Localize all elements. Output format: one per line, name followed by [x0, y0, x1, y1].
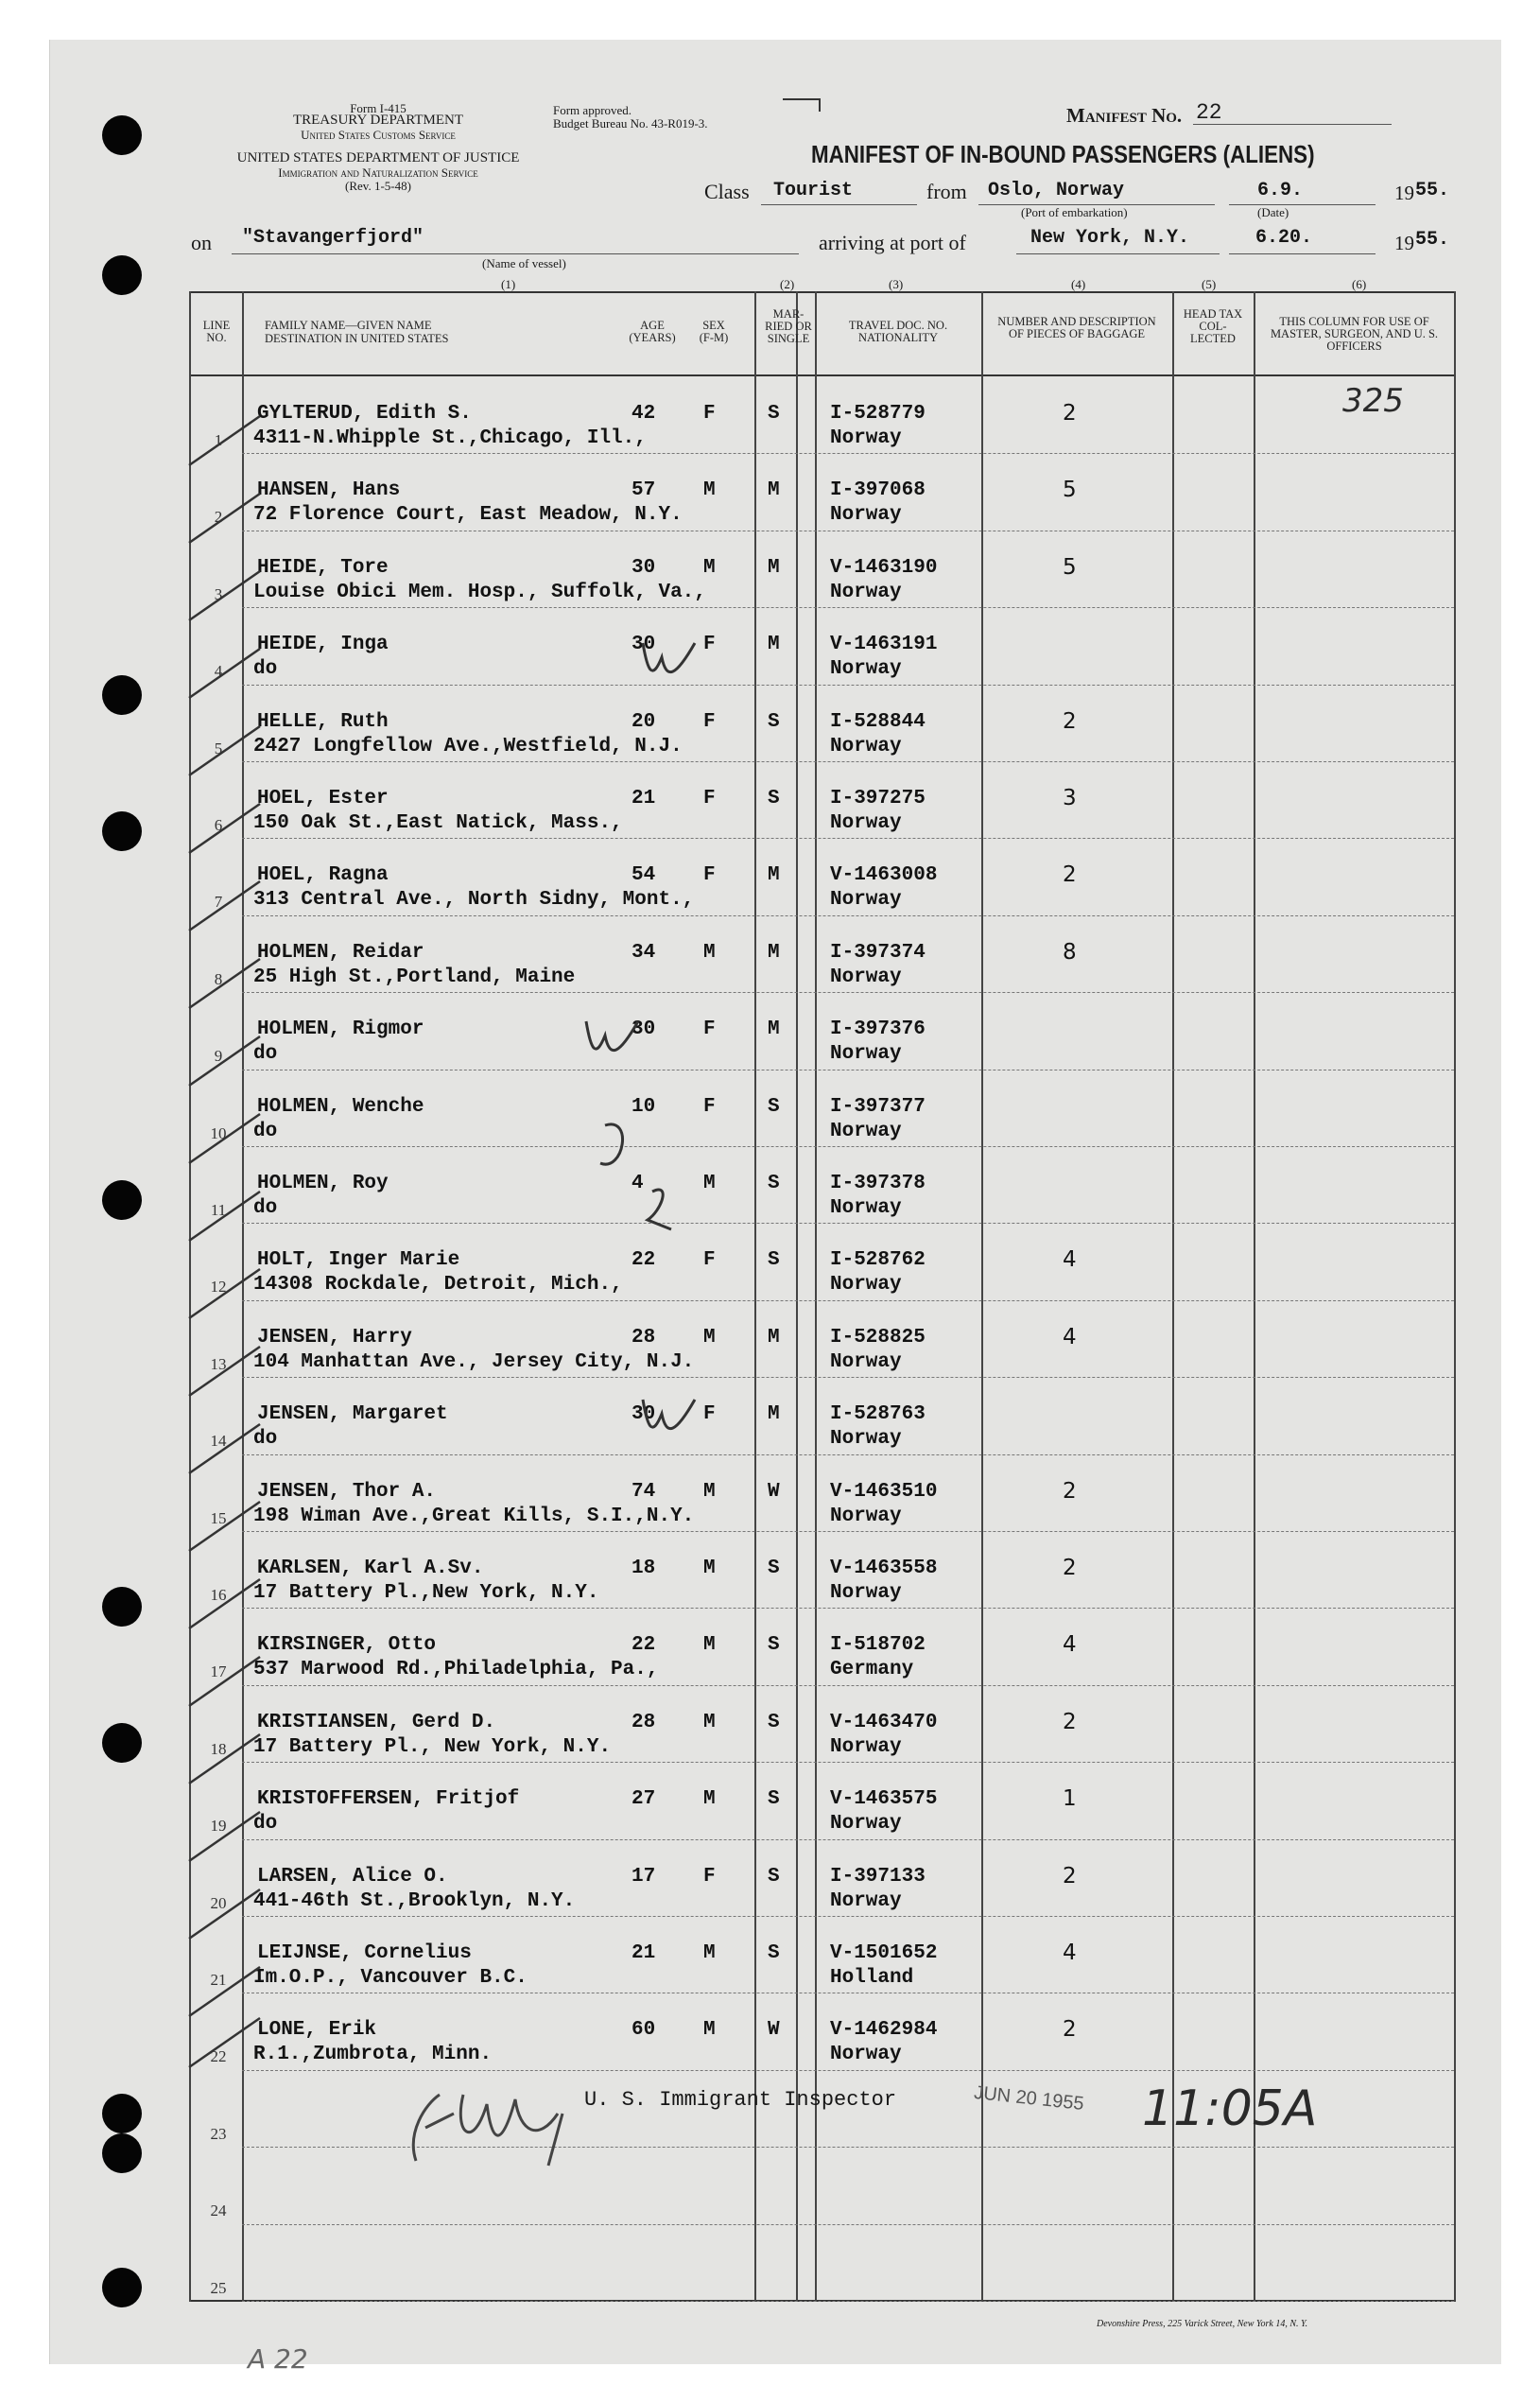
- marital-status: M: [768, 1403, 780, 1426]
- sex: M: [703, 1326, 716, 1349]
- marital-status: M: [768, 479, 780, 502]
- row-divider: [242, 685, 1454, 687]
- passenger-name: HOLMEN, Wenche: [257, 1095, 424, 1118]
- row-divider: [242, 1300, 1454, 1302]
- line-number: 10: [210, 1123, 227, 1142]
- nationality: Holland: [830, 1967, 914, 1989]
- line-number: 23: [210, 2124, 227, 2143]
- destination: 72 Florence Court, East Meadow, N.Y.: [253, 504, 683, 527]
- passenger-name: JENSEN, Harry: [257, 1326, 412, 1349]
- line-number: 24: [210, 2202, 227, 2220]
- line-number: 2: [214, 508, 223, 527]
- travel-doc: V-1463008: [830, 864, 938, 887]
- header-name: FAMILY NAME—GIVEN NAME: [265, 319, 432, 332]
- travel-doc: I-528762: [830, 1249, 926, 1272]
- nationality: Norway: [830, 427, 902, 449]
- date-stamp: JUN 20 1955: [973, 2081, 1085, 2115]
- row-divider: [242, 607, 1454, 609]
- arrival-year: 55.: [1415, 229, 1450, 251]
- destination: 17 Battery Pl.,New York, N.Y.: [253, 1582, 599, 1604]
- line-number: 17: [210, 1662, 227, 1681]
- passenger-name: HEIDE, Tore: [257, 556, 389, 579]
- punch-hole: [102, 1723, 142, 1763]
- nationality: Norway: [830, 735, 902, 757]
- nationality: Norway: [830, 1120, 902, 1142]
- from-label: from: [926, 180, 967, 203]
- col-border: [796, 291, 798, 2302]
- destination: do: [253, 1813, 278, 1836]
- vessel-name: "Stavangerfjord": [242, 227, 424, 249]
- arrival-line: [1016, 253, 1220, 254]
- travel-doc: V-1463510: [830, 1480, 938, 1503]
- nationality: Norway: [830, 1813, 902, 1836]
- travel-doc: I-397068: [830, 479, 926, 502]
- row-divider: [242, 1223, 1454, 1225]
- baggage-count: 2: [1063, 1478, 1077, 1504]
- sex: M: [703, 1711, 716, 1733]
- age: 30: [632, 634, 656, 656]
- page-mark: 325: [1342, 382, 1404, 420]
- sex: F: [703, 403, 716, 425]
- nationality: Norway: [830, 1043, 902, 1066]
- line-number: 8: [214, 969, 223, 988]
- line-number: 6: [214, 816, 223, 834]
- colnum-1: (1): [501, 277, 516, 291]
- row-divider: [242, 761, 1454, 763]
- age: 21: [632, 1942, 656, 1964]
- table-top-border: [189, 291, 1456, 293]
- destination: 4311-N.Whipple St.,Chicago, Ill.,: [253, 427, 647, 449]
- travel-doc: V-1463575: [830, 1788, 938, 1811]
- marital-status: S: [768, 1095, 780, 1118]
- nationality: Norway: [830, 812, 902, 834]
- baggage-count: 8: [1063, 939, 1077, 965]
- destination: do: [253, 1428, 278, 1451]
- on-label: on: [191, 231, 212, 254]
- form-number: Form I-415: [350, 101, 407, 115]
- line-number: 3: [214, 584, 223, 603]
- age: 42: [632, 403, 656, 425]
- sex: F: [703, 634, 716, 656]
- sex: F: [703, 788, 716, 809]
- destination: do: [253, 1120, 278, 1142]
- arrival-date: 6.20.: [1255, 227, 1313, 249]
- travel-doc: I-528779: [830, 403, 926, 425]
- travel-doc: V-1463190: [830, 556, 938, 579]
- line-number: 22: [210, 2047, 227, 2066]
- nationality: Norway: [830, 1350, 902, 1373]
- port-caption: (Port of embarkation): [1021, 205, 1128, 219]
- passenger-name: LARSEN, Alice O.: [257, 1865, 448, 1888]
- nationality: Norway: [830, 1505, 902, 1527]
- passenger-name: HOEL, Ester: [257, 788, 389, 809]
- marital-status: S: [768, 1942, 780, 1964]
- header-age: AGE (YEARS): [629, 319, 676, 344]
- punch-hole: [102, 2268, 142, 2307]
- sex: F: [703, 1403, 716, 1426]
- row-divider: [242, 531, 1454, 532]
- departure-year: 55.: [1415, 180, 1450, 201]
- marital-status: S: [768, 1558, 780, 1579]
- age: 21: [632, 788, 656, 809]
- port-embarkation: Oslo, Norway: [988, 180, 1125, 201]
- row-divider: [242, 1839, 1454, 1841]
- age: 57: [632, 479, 656, 502]
- header-head-tax: HEAD TAX COL- LECTED: [1183, 307, 1243, 345]
- nationality: Norway: [830, 966, 902, 988]
- destination: 313 Central Ave., North Sidny, Mont.,: [253, 889, 695, 912]
- age: 34: [632, 941, 656, 964]
- row-divider: [242, 1454, 1454, 1456]
- baggage-count: 2: [1063, 708, 1077, 734]
- marital-status: M: [768, 1018, 780, 1041]
- destination: Im.O.P., Vancouver B.C.: [253, 1967, 528, 1989]
- corner-mark: A 22: [248, 2343, 308, 2375]
- line-number: 25: [210, 2278, 227, 2297]
- punch-hole: [102, 1587, 142, 1627]
- row-divider: [242, 2224, 1454, 2226]
- baggage-count: 4: [1063, 1247, 1077, 1273]
- age: 22: [632, 1634, 656, 1657]
- inspector-text: U. S. Immigrant Inspector: [584, 2088, 897, 2112]
- arriving-label: arriving at port of: [819, 231, 966, 254]
- col-border: [1172, 291, 1174, 2302]
- nationality: Norway: [830, 1582, 902, 1604]
- line-number: 11: [210, 1201, 227, 1219]
- ins-service: Immigration and Naturalization Service: [278, 165, 478, 180]
- margin-checkmarks: [170, 378, 274, 2080]
- destination: 537 Marwood Rd.,Philadelphia, Pa.,: [253, 1659, 659, 1681]
- colnum-5: (5): [1202, 277, 1217, 291]
- age: 60: [632, 2019, 656, 2042]
- line-number: 5: [214, 739, 223, 757]
- nationality: Norway: [830, 889, 902, 912]
- line-number: 14: [210, 1432, 227, 1451]
- sex: M: [703, 1788, 716, 1811]
- budget-tick: [783, 98, 821, 112]
- line-number: 1: [214, 431, 223, 449]
- line-number: 19: [210, 1817, 227, 1836]
- destination: 441-46th St.,Brooklyn, N.Y.: [253, 1889, 576, 1912]
- travel-doc: I-397378: [830, 1173, 926, 1194]
- row-divider: [242, 1531, 1454, 1533]
- row-divider: [242, 453, 1454, 455]
- col-border: [1254, 291, 1255, 2302]
- passenger-name: KIRSINGER, Otto: [257, 1634, 437, 1657]
- travel-doc: I-518702: [830, 1634, 926, 1657]
- header-officers: THIS COLUMN FOR USE OF MASTER, SURGEON, AND U. S. OFFICERS: [1270, 315, 1439, 353]
- travel-doc: V-1463558: [830, 1558, 938, 1579]
- passenger-name: HOEL, Ragna: [257, 864, 389, 887]
- sex: F: [703, 1249, 716, 1272]
- passenger-name: HEIDE, Inga: [257, 634, 389, 656]
- nationality: Norway: [830, 504, 902, 527]
- sex: M: [703, 1173, 716, 1194]
- header-baggage: NUMBER AND DESCRIPTION OF PIECES OF BAGGAGE: [997, 315, 1156, 340]
- passenger-name: HOLMEN, Reidar: [257, 941, 424, 964]
- marital-status: S: [768, 1865, 780, 1888]
- age-column-marks: [567, 605, 718, 1456]
- row-divider: [242, 1762, 1454, 1764]
- col-border: [981, 291, 983, 2302]
- class-label: Class: [704, 180, 750, 203]
- line-number: 4: [214, 662, 223, 681]
- printer-credit: Devonshire Press, 225 Varick Street, New York 14, N. Y.: [1097, 2319, 1308, 2329]
- destination: 2427 Longfellow Ave.,Westfield, N.J.: [253, 735, 683, 757]
- destination: do: [253, 658, 278, 681]
- marital-status: M: [768, 941, 780, 964]
- date-line: [1229, 204, 1376, 205]
- destination: 17 Battery Pl., New York, N.Y.: [253, 1735, 612, 1758]
- age: 22: [632, 1249, 656, 1272]
- manifest-no-line: [1193, 124, 1392, 125]
- treasury-dept: TREASURY DEPARTMENT: [292, 113, 464, 128]
- row-divider: [242, 1993, 1454, 1994]
- age: 30: [632, 1018, 656, 1041]
- age: 10: [632, 1095, 656, 1118]
- nationality: Norway: [830, 1889, 902, 1912]
- manifest-number: 22: [1196, 100, 1222, 125]
- baggage-count: 2: [1063, 1709, 1077, 1734]
- form-revision: (Rev. 1-5-48): [345, 179, 411, 193]
- destination: 198 Wiman Ave.,Great Kills, S.I.,N.Y.: [253, 1505, 695, 1527]
- budget-bureau: Budget Bureau No. 43-R019-3.: [553, 116, 708, 131]
- destination: 14308 Rockdale, Detroit, Mich.,: [253, 1274, 623, 1297]
- passenger-name: KRISTOFFERSEN, Fritjof: [257, 1788, 520, 1811]
- arrival-port: New York, N.Y.: [1030, 227, 1190, 249]
- destination: do: [253, 1043, 278, 1066]
- punch-hole: [102, 811, 142, 851]
- marital-status: S: [768, 788, 780, 809]
- sex: F: [703, 1018, 716, 1041]
- passenger-name: LONE, Erik: [257, 2019, 377, 2042]
- marital-status: M: [768, 864, 780, 887]
- punch-hole: [102, 675, 142, 715]
- header-married: MAR- RIED OR SINGLE: [765, 307, 812, 345]
- destination: 104 Manhattan Ave., Jersey City, N.J.: [253, 1350, 695, 1373]
- travel-doc: I-528844: [830, 710, 926, 733]
- age: 30: [632, 556, 656, 579]
- line-number: 20: [210, 1893, 227, 1912]
- row-divider: [242, 992, 1454, 994]
- marital-status: M: [768, 1326, 780, 1349]
- age: 4: [632, 1173, 644, 1194]
- sex: M: [703, 1634, 716, 1657]
- travel-doc: V-1463470: [830, 1711, 938, 1733]
- marital-status: W: [768, 1480, 780, 1503]
- passenger-name: HOLMEN, Roy: [257, 1173, 389, 1194]
- baggage-count: 2: [1063, 1863, 1077, 1889]
- baggage-count: 3: [1063, 786, 1077, 810]
- passenger-name: LEIJNSE, Cornelius: [257, 1942, 472, 1964]
- age: 20: [632, 710, 656, 733]
- date-caption: (Date): [1257, 205, 1289, 219]
- sex: M: [703, 1942, 716, 1964]
- travel-doc: I-528763: [830, 1403, 926, 1426]
- marital-status: S: [768, 1711, 780, 1733]
- baggage-count: 2: [1063, 401, 1077, 426]
- colnum-2: (2): [780, 277, 795, 291]
- punch-hole: [102, 1180, 142, 1220]
- baggage-count: 2: [1063, 862, 1077, 888]
- baggage-count: 1: [1063, 1786, 1077, 1812]
- nationality: Norway: [830, 1735, 902, 1758]
- line-number: 21: [210, 1971, 227, 1989]
- marital-status: M: [768, 556, 780, 579]
- marital-status: S: [768, 1249, 780, 1272]
- passenger-name: HOLT, Inger Marie: [257, 1249, 460, 1272]
- row-divider: [242, 2070, 1454, 2072]
- destination: 25 High St.,Portland, Maine: [253, 966, 576, 988]
- marital-status: M: [768, 634, 780, 656]
- year-prefix-1: 19: [1394, 182, 1414, 204]
- nationality: Norway: [830, 2044, 902, 2066]
- arrival-date-line: [1229, 253, 1376, 254]
- class-line: [761, 204, 917, 205]
- age: 27: [632, 1788, 656, 1811]
- punch-hole: [102, 2133, 142, 2173]
- header-destination: DESTINATION IN UNITED STATES: [265, 332, 449, 345]
- passenger-name: HOLMEN, Rigmor: [257, 1018, 424, 1041]
- destination: R.1.,Zumbrota, Minn.: [253, 2044, 493, 2066]
- travel-doc: V-1463191: [830, 634, 938, 656]
- class-value: Tourist: [773, 180, 854, 201]
- age: 17: [632, 1865, 656, 1888]
- travel-doc: I-397376: [830, 1018, 926, 1041]
- age: 74: [632, 1480, 656, 1503]
- col-border: [1454, 291, 1456, 2302]
- age: 18: [632, 1558, 656, 1579]
- age: 28: [632, 1711, 656, 1733]
- line-number: 15: [210, 1508, 227, 1527]
- age: 30: [632, 1403, 656, 1426]
- year-prefix-2: 19: [1394, 232, 1414, 254]
- nationality: Germany: [830, 1659, 914, 1681]
- punch-hole: [102, 2094, 142, 2133]
- baggage-count: 2: [1063, 2017, 1077, 2043]
- vessel-line: [232, 253, 799, 254]
- age: 28: [632, 1326, 656, 1349]
- punch-hole: [102, 115, 142, 155]
- sex: F: [703, 864, 716, 887]
- travel-doc: I-397377: [830, 1095, 926, 1118]
- passenger-name: GYLTERUD, Edith S.: [257, 403, 472, 425]
- row-divider: [242, 1070, 1454, 1071]
- destination: Louise Obici Mem. Hosp., Suffolk, Va.,: [253, 581, 706, 603]
- line-number: 12: [210, 1278, 227, 1297]
- sex: M: [703, 1480, 716, 1503]
- sex: M: [703, 1558, 716, 1579]
- nationality: Norway: [830, 1274, 902, 1297]
- line-number: 13: [210, 1354, 227, 1373]
- baggage-count: 5: [1063, 478, 1077, 503]
- row-divider: [242, 1377, 1454, 1379]
- travel-doc: I-528825: [830, 1326, 926, 1349]
- travel-doc: I-397275: [830, 788, 926, 809]
- baggage-count: 4: [1063, 1632, 1077, 1658]
- row-divider: [242, 2301, 1454, 2303]
- header-travel-doc: TRAVEL DOC. NO. NATIONALITY: [848, 319, 948, 344]
- row-divider: [242, 1916, 1454, 1918]
- nationality: Norway: [830, 1428, 902, 1451]
- age: 54: [632, 864, 656, 887]
- line-number: 18: [210, 1739, 227, 1758]
- header-sex: SEX (F-M): [699, 319, 729, 344]
- marital-status: S: [768, 710, 780, 733]
- colnum-6: (6): [1352, 277, 1367, 291]
- line-number: 7: [214, 893, 223, 912]
- baggage-count: 5: [1063, 554, 1077, 580]
- baggage-count: 4: [1063, 1941, 1077, 1965]
- marital-status: S: [768, 1634, 780, 1657]
- travel-doc: V-1501652: [830, 1942, 938, 1964]
- passenger-name: HANSEN, Hans: [257, 479, 401, 502]
- baggage-count: 4: [1063, 1324, 1077, 1349]
- nationality: Norway: [830, 581, 902, 603]
- travel-doc: V-1462984: [830, 2019, 938, 2042]
- sex: F: [703, 1095, 716, 1118]
- row-divider: [242, 838, 1454, 840]
- departure-date: 6.9.: [1257, 180, 1304, 201]
- baggage-count: 2: [1063, 1556, 1077, 1580]
- table-header-border: [189, 374, 1456, 376]
- marital-status: W: [768, 2019, 780, 2042]
- form-approved: Form approved.: [553, 103, 632, 117]
- travel-doc: I-397133: [830, 1865, 926, 1888]
- customs-service: United States Customs Service: [301, 128, 456, 142]
- sex: F: [703, 710, 716, 733]
- row-divider: [242, 1685, 1454, 1687]
- manifest-title: MANIFEST OF IN-BOUND PASSENGERS (ALIENS): [811, 140, 1315, 168]
- passenger-name: JENSEN, Margaret: [257, 1403, 448, 1426]
- destination: 150 Oak St.,East Natick, Mass.,: [253, 812, 623, 834]
- colnum-3: (3): [889, 277, 904, 291]
- colnum-4: (4): [1071, 277, 1086, 291]
- sex: M: [703, 556, 716, 579]
- inspector-signature: [397, 2076, 586, 2180]
- passenger-name: KRISTIANSEN, Gerd D.: [257, 1711, 496, 1733]
- sex: M: [703, 479, 716, 502]
- destination: do: [253, 1197, 278, 1219]
- marital-status: S: [768, 1788, 780, 1811]
- nationality: Norway: [830, 658, 902, 681]
- sex: F: [703, 1865, 716, 1888]
- justice-dept: UNITED STATES DEPARTMENT OF JUSTICE: [236, 150, 520, 165]
- time-mark: 11:05A: [1142, 2080, 1318, 2137]
- passenger-name: JENSEN, Thor A.: [257, 1480, 437, 1503]
- punch-hole: [102, 255, 142, 295]
- passenger-name: KARLSEN, Karl A.Sv.: [257, 1558, 484, 1579]
- line-number: 9: [214, 1047, 223, 1066]
- row-divider: [242, 915, 1454, 917]
- sex: M: [703, 941, 716, 964]
- row-divider: [242, 1608, 1454, 1610]
- sex: M: [703, 2019, 716, 2042]
- row-divider: [242, 1146, 1454, 1148]
- marital-status: S: [768, 1173, 780, 1194]
- line-number: 16: [210, 1586, 227, 1604]
- passenger-name: HELLE, Ruth: [257, 710, 389, 733]
- header-line-no: LINE NO.: [202, 319, 231, 344]
- vessel-caption: (Name of vessel): [482, 256, 566, 270]
- col-border: [754, 291, 756, 2302]
- marital-status: S: [768, 403, 780, 425]
- manifest-no-label: Manifest No.: [1066, 104, 1183, 127]
- nationality: Norway: [830, 1197, 902, 1219]
- col-border: [815, 291, 817, 2302]
- travel-doc: I-397374: [830, 941, 926, 964]
